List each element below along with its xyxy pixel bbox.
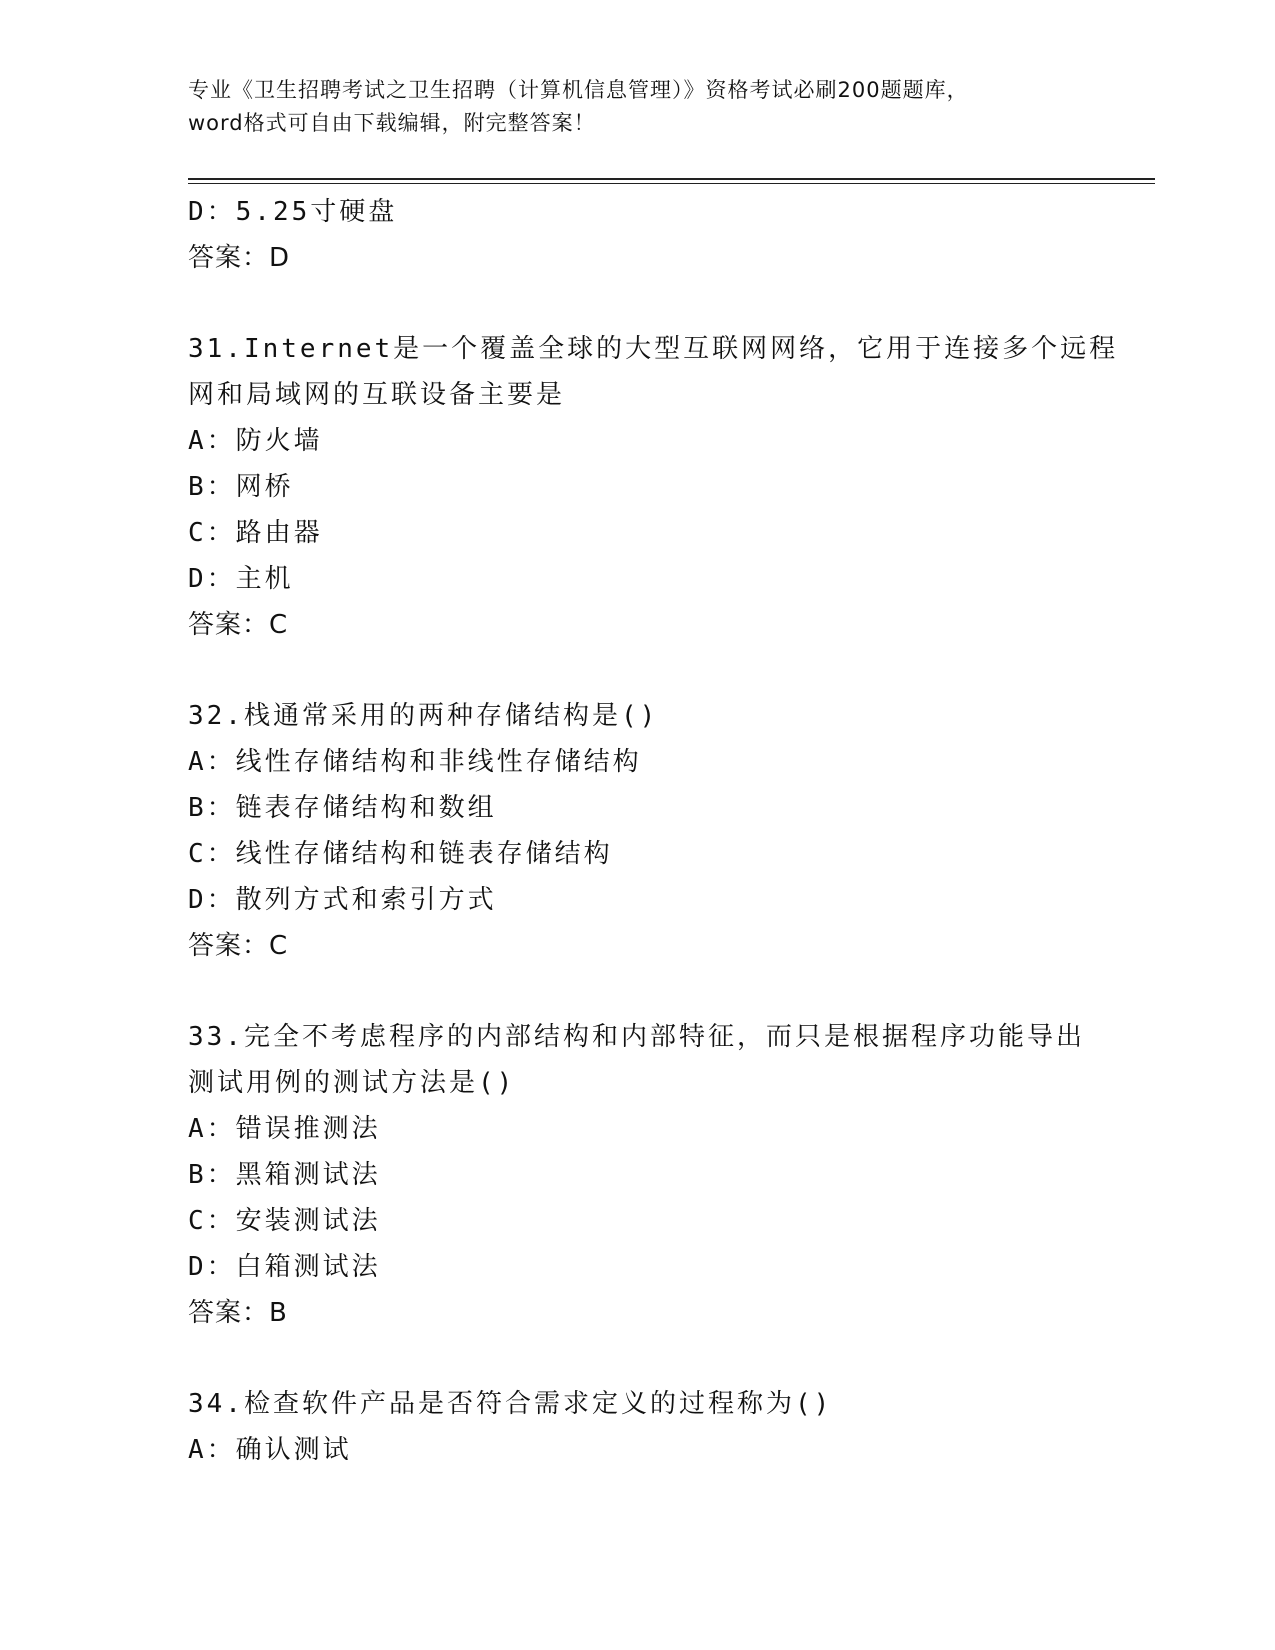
option-c: C：安装测试法 (188, 1206, 381, 1236)
question-stem-continued: 网和局域网的互联设备主要是 (188, 380, 566, 410)
option-a: A：确认测试 (188, 1435, 352, 1465)
spacer (188, 969, 1108, 1014)
question-31 (188, 326, 1119, 648)
answer-line: 答案：D (188, 243, 291, 273)
option-b: B：链表存储结构和数组 (188, 793, 497, 823)
question-34 (188, 1381, 1108, 1473)
option-b: B：网桥 (188, 472, 294, 502)
question-stem-continued: 测试用例的测试方法是() (188, 1068, 516, 1098)
option-b: B：黑箱测试法 (188, 1160, 381, 1190)
header-line-1: 专业《卫生招聘考试之卫生招聘（计算机信息管理）》资格考试必刷200题题库， (188, 78, 969, 102)
spacer (188, 281, 1108, 326)
option-c: C：线性存储结构和链表存储结构 (188, 839, 613, 869)
spacer (188, 648, 1108, 693)
spacer (188, 1336, 1108, 1381)
answer-line: 答案：C (188, 931, 289, 961)
header-line-2: word格式可自由下载编辑，附完整答案！ (188, 111, 596, 135)
answer-line: 答案：B (188, 1298, 288, 1328)
document-header (188, 74, 1088, 140)
option-a: A：错误推测法 (188, 1114, 381, 1144)
option-a: A：防火墙 (188, 426, 323, 456)
question-33 (188, 1014, 1108, 1336)
question-32 (188, 693, 1108, 969)
question-30-tail (188, 189, 1108, 281)
option-d: D：白箱测试法 (188, 1252, 381, 1282)
option-d: D：散列方式和索引方式 (188, 885, 497, 915)
option-a: A：线性存储结构和非线性存储结构 (188, 747, 642, 777)
question-stem: 32.栈通常采用的两种存储结构是() (188, 701, 659, 731)
question-stem: 31.Internet是一个覆盖全球的大型互联网网络，它用于连接多个远程 (188, 334, 1119, 364)
option-c: C：路由器 (188, 518, 323, 548)
header-divider-thin (188, 183, 1155, 184)
question-stem: 33.完全不考虑程序的内部结构和内部特征，而只是根据程序功能导出 (188, 1022, 1085, 1052)
option-d: D：主机 (188, 564, 294, 594)
option-d: D：5.25寸硬盘 (188, 197, 398, 227)
header-divider (188, 178, 1155, 180)
question-stem: 34.检查软件产品是否符合需求定义的过程称为() (188, 1389, 833, 1419)
answer-line: 答案：C (188, 610, 289, 640)
question-list (188, 189, 1119, 1473)
